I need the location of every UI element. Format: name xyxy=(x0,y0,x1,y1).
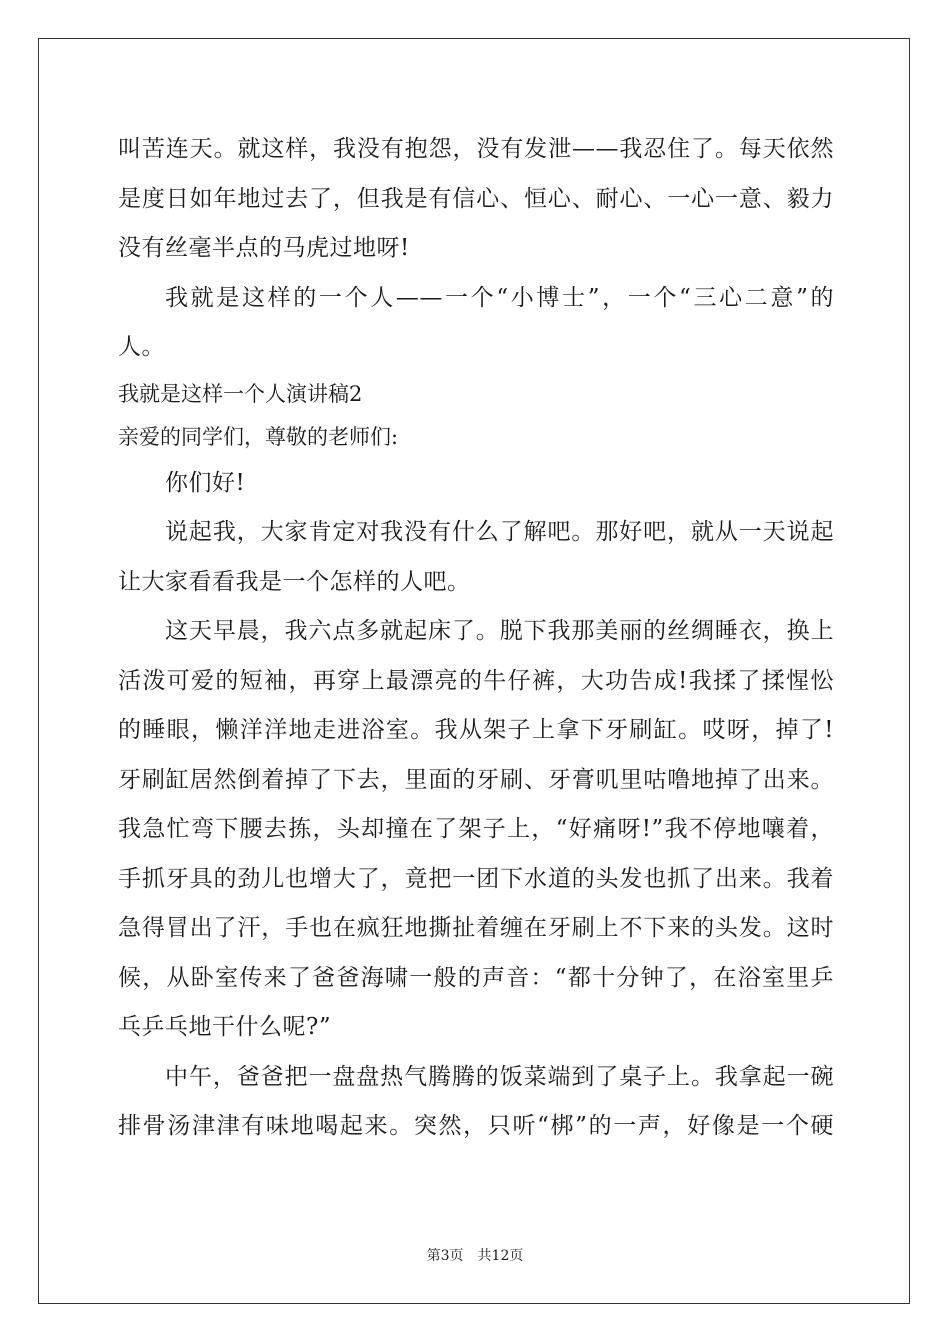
text-line: 人。 xyxy=(118,334,165,360)
paragraph xyxy=(118,607,834,1053)
text-line: 活泼可爱的短袖，再穿上最漂亮的牛仔裤，大功告成!我揉了揉惺忪 xyxy=(118,667,834,694)
text-line: 是度日如年地过去了，但我是有信心、恒心、耐心、一心一意、毅力 xyxy=(118,185,834,212)
document-body xyxy=(118,125,834,1152)
text-line: 手抓牙具的劲儿也增大了，竟把一团下水道的头发也抓了出来。我着 xyxy=(118,865,834,892)
text-line: 叫苦连天。就这样，我没有抱怨，没有发泄——我忍住了。每天依然 xyxy=(118,136,834,162)
paragraph xyxy=(118,1053,834,1152)
text-line: 我急忙弯下腰去拣，头却撞在了架子上，“好痛呀!”我不停地嚷着， xyxy=(118,816,834,842)
text-line: 的睡眼，懒洋洋地走进浴室。我从架子上拿下牙刷缸。哎呀，掉了! xyxy=(118,717,834,743)
page-number: 第3页 xyxy=(426,1248,464,1264)
text-line: 乓乒乓地干什么呢?” xyxy=(118,1014,332,1040)
paragraph xyxy=(118,125,834,274)
page-footer xyxy=(0,1245,950,1265)
text-line: 这天早晨，我六点多就起床了。脱下我那美丽的丝绸睡衣，换上 xyxy=(165,618,834,644)
paragraph xyxy=(118,274,834,373)
greeting: 你们好! xyxy=(165,469,246,496)
text-line: 让大家看看我是一个怎样的人吧。 xyxy=(118,568,471,595)
text-line: 候，从卧室传来了爸爸海啸一般的声音：“都十分钟了，在浴室里乒 xyxy=(118,964,834,991)
text-line: 排骨汤津津有味地喝起来。突然，只听“梆”的一声，好像是一个硬 xyxy=(118,1113,834,1139)
text-line: 没有丝毫半点的马虎过地呀! xyxy=(118,235,410,261)
text-line: 我就是这样的一个人——一个“小博士”，一个“三心二意”的 xyxy=(165,284,834,311)
text-line: 说起我，大家肯定对我没有什么了解吧。那好吧，就从一天说起 xyxy=(165,519,834,545)
page-total: 共12页 xyxy=(477,1248,524,1264)
text-line: 急得冒出了汗，手也在疯狂地撕扯着缠在牙刷上不下来的头发。这时 xyxy=(118,915,834,941)
salutation: 亲爱的同学们，尊敬的老师们: xyxy=(118,424,399,449)
text-line: 中午，爸爸把一盘盘热气腾腾的饭菜端到了桌子上。我拿起一碗 xyxy=(165,1063,834,1090)
paragraph xyxy=(118,508,834,607)
text-line: 牙刷缸居然倒着掉了下去，里面的牙刷、牙膏叽里咕噜地掉了出来。 xyxy=(118,766,834,793)
section-title: 我就是这样一个人演讲稿2 xyxy=(118,381,363,406)
